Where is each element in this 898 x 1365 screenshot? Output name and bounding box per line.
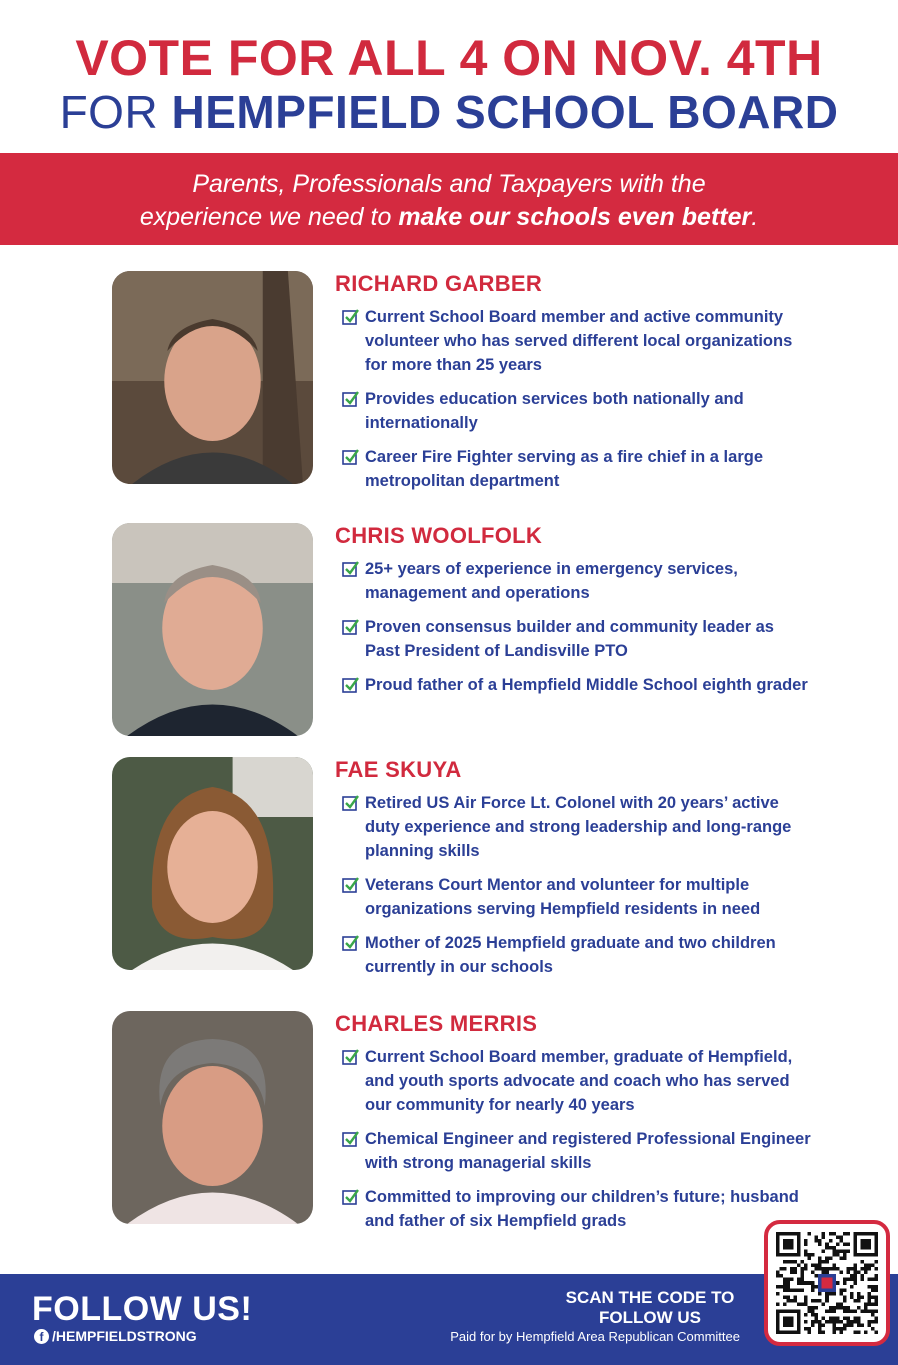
list-item: 25+ years of experience in emergency services, management and operations [342,557,812,605]
tagline-line1: Parents, Professionals and Taxpayers with the [192,170,706,198]
checkbox-icon [342,876,360,894]
qr-code[interactable] [764,1220,890,1346]
headline-line2-main: HEMPFIELD SCHOOL BOARD [171,86,839,138]
checkbox-icon [342,1048,360,1066]
facebook-handle-text: /HEMPFIELDSTRONG [52,1328,197,1344]
candidate-name: CHARLES MERRIS [335,1011,538,1036]
list-item: Provides education services both nationally and internationally [342,387,812,435]
list-item: Mother of 2025 Hempfield graduate and two children currently in our schools [342,931,812,979]
list-item: Career Fire Fighter serving as a fire chief in a large metropolitan department [342,445,812,493]
list-item: Proven consensus builder and community leader as Past President of Landisville PTO [342,615,812,663]
tagline-emphasis: make our schools even better [398,203,752,231]
checkbox-icon [342,676,360,694]
candidate-points [342,305,812,503]
tagline-line2 [0,201,898,234]
paid-for-disclaimer: Paid for by Hempfield Area Republican Committee [450,1329,740,1344]
follow-us-heading: FOLLOW US! [32,1290,253,1328]
checkbox-icon [342,448,360,466]
list-item: Proud father of a Hempfield Middle School eighth grader [342,673,812,697]
tagline-banner [0,153,898,245]
list-item: Veterans Court Mentor and volunteer for multiple organizations serving Hempfield residents in need [342,873,812,921]
candidate-photo [112,1011,313,1224]
headline [0,30,898,138]
checkbox-icon [342,1130,360,1148]
candidate-name: FAE SKUYA [335,757,462,782]
candidate-points [342,1045,812,1243]
scan-code-text: SCAN THE CODE TO FOLLOW US [565,1288,735,1327]
candidate-photo [112,271,313,484]
checkbox-icon [342,390,360,408]
candidate-name: RICHARD GARBER [335,271,543,296]
tagline-line2-prefix: experience we need to [139,203,399,231]
facebook-handle[interactable] [34,1328,197,1344]
candidate-photo [112,757,313,970]
list-item: Chemical Engineer and registered Professional Engineer with strong managerial skills [342,1127,812,1175]
checkbox-icon [342,1188,360,1206]
candidate-points [342,791,812,989]
checkbox-icon [342,934,360,952]
qr-code-icon [776,1232,878,1334]
list-item: Committed to improving our children’s future; husband and father of six Hempfield grads [342,1185,812,1233]
headline-line2-prefix: FOR [59,86,159,138]
candidate-name: CHRIS WOOLFOLK [335,523,543,548]
headline-line1: VOTE FOR ALL 4 ON NOV. 4TH [75,30,823,86]
list-item: Current School Board member and active community volunteer who has served different local organizations for more than 25 years [342,305,812,377]
checkbox-icon [342,560,360,578]
checkbox-icon [342,308,360,326]
list-item: Retired US Air Force Lt. Colonel with 20 years’ active duty experience and strong leadership and long-range planning skills [342,791,812,863]
tagline-line2-suffix: . [751,203,759,231]
checkbox-icon [342,794,360,812]
headline-line2 [0,86,898,138]
candidate-photo [112,523,313,736]
checkbox-icon [342,618,360,636]
facebook-icon: f [34,1329,49,1344]
list-item: Current School Board member, graduate of Hempfield, and youth sports advocate and coach who has served our community for nearly 40 years [342,1045,812,1117]
candidate-points [342,557,812,707]
